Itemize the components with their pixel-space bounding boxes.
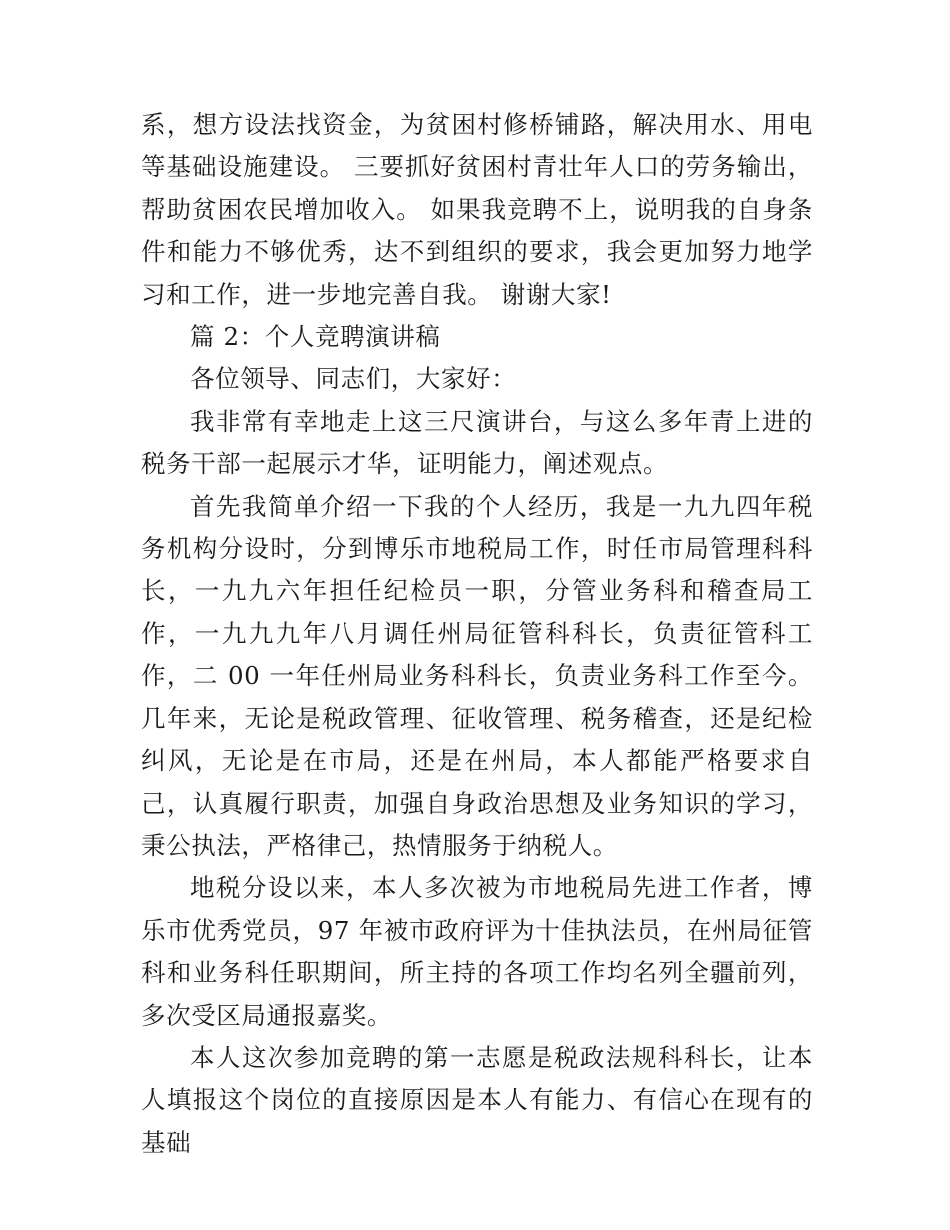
paragraph-opening: 我非常有幸地走上这三尺演讲台，与这么多年青上进的税务干部一起展示才华，证明能力，阐述观点。 xyxy=(141,406,813,479)
paragraph-motivation: 本人这次参加竞聘的第一志愿是税政法规科科长，让本人填报这个岗位的直接原因是本人有能力、有信心在现有的基础 xyxy=(141,1042,813,1157)
paragraph-honors: 地税分设以来，本人多次被为市地税局先进工作者，博乐市优秀党员，97 年被市政府评为十佳执法员，在州局征管科和业务科任职期间，所主持的各项工作均名列全疆前列，多次受区局通报嘉奖。 xyxy=(141,873,813,1030)
salutation: 各位领导、同志们，大家好： xyxy=(190,364,517,394)
paragraph-experience: 首先我简单介绍一下我的个人经历，我是一九九四年税务机构分设时，分到博乐市地税局工作，时任市局管理科科长，一九九六年担任纪检员一职，分管业务科和稽查局工作，一九九九年八月调任州局征管科科长，负责征管科工作，二 00 一年任州局业务科科长，负责业务科工作至今。几年来，无论是税政管理、征收管理、税务稽查，还是纪检纠风，无论是在市局，还是在州局，本人都能严格要求自己，认真履行职责，加强自身政治思想及业务知识的学习，秉公执法，严格律己，热情服务于纳税人。 xyxy=(141,491,813,860)
section-heading: 篇 2：个人竞聘演讲稿 xyxy=(190,322,441,352)
document-body xyxy=(141,104,813,1164)
paragraph-continuation: 系，想方设法找资金，为贫困村修桥铺路，解决用水、用电等基础设施建设。 三要抓好贫困村青壮年人口的劳务输出，帮助贫困农民增加收入。 如果我竞聘不上，说明我的自身条件和能力不够优秀，达不到组织的要求，我会更加努力地学习和工作，进一步地完善自我。 谢谢大家! xyxy=(141,110,813,309)
